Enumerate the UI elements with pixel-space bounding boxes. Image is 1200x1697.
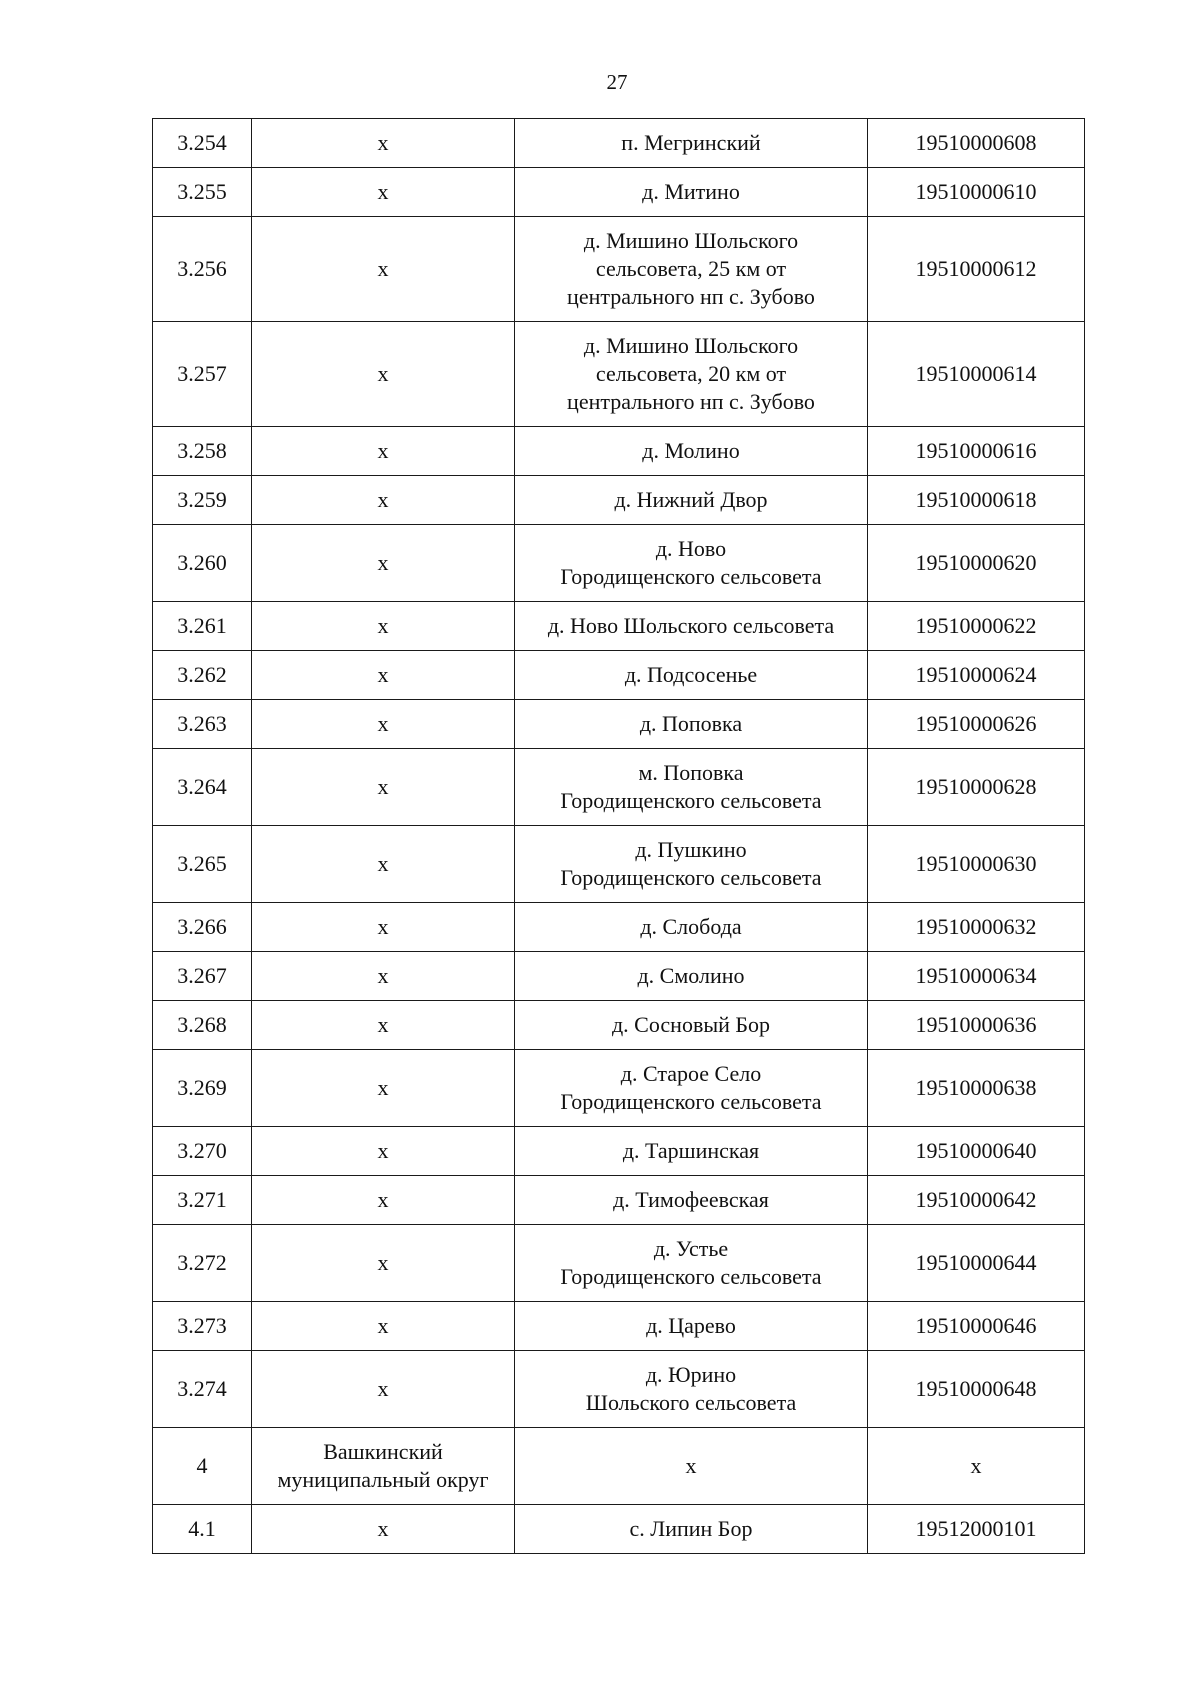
- locality-cell: [515, 1428, 868, 1505]
- row-number-cell: 3.254: [153, 119, 252, 168]
- row-number-cell: 3.273: [153, 1302, 252, 1351]
- district-cell: х: [252, 1001, 515, 1050]
- row-number-cell: 3.260: [153, 525, 252, 602]
- locality-line: с. Липин Бор: [629, 1516, 753, 1541]
- row-number-cell: 3.265: [153, 826, 252, 903]
- oktmo-code-cell: 19510000636: [868, 1001, 1085, 1050]
- locality-cell: [515, 700, 868, 749]
- oktmo-code-cell: 19510000644: [868, 1225, 1085, 1302]
- table-row: [153, 1176, 1085, 1225]
- oktmo-code-cell: 19510000626: [868, 700, 1085, 749]
- locality-cell: [515, 168, 868, 217]
- table-row: [153, 1505, 1085, 1554]
- district-cell: [252, 1428, 515, 1505]
- oktmo-code-cell: х: [868, 1428, 1085, 1505]
- row-number-cell: 3.271: [153, 1176, 252, 1225]
- locality-cell: [515, 1176, 868, 1225]
- locality-cell: [515, 427, 868, 476]
- table-row: [153, 1001, 1085, 1050]
- district-cell: х: [252, 1050, 515, 1127]
- district-cell: х: [252, 168, 515, 217]
- locality-line: д. Мишино Шольского: [583, 228, 799, 253]
- row-number-cell: 3.259: [153, 476, 252, 525]
- oktmo-code-cell: 19510000634: [868, 952, 1085, 1001]
- locality-cell: [515, 826, 868, 903]
- table-row: [153, 1428, 1085, 1505]
- table-row: [153, 700, 1085, 749]
- district-cell: х: [252, 1176, 515, 1225]
- locality-line: д. Ново: [655, 536, 727, 561]
- locality-cell: [515, 1127, 868, 1176]
- table-row: [153, 1351, 1085, 1428]
- oktmo-code-cell: 19510000640: [868, 1127, 1085, 1176]
- row-number-cell: 3.256: [153, 217, 252, 322]
- locality-line: центрального нп с. Зубово: [567, 284, 815, 309]
- locality-line: д. Слобода: [640, 914, 742, 939]
- row-number-cell: 3.255: [153, 168, 252, 217]
- locality-line: Городищенского сельсовета: [560, 865, 822, 890]
- table-row: [153, 476, 1085, 525]
- row-number-cell: 3.266: [153, 903, 252, 952]
- district-cell: х: [252, 700, 515, 749]
- table-row: [153, 525, 1085, 602]
- locality-cell: [515, 525, 868, 602]
- locality-line: д. Смолино: [637, 963, 745, 988]
- row-number-cell: 3.270: [153, 1127, 252, 1176]
- oktmo-code-cell: 19510000608: [868, 119, 1085, 168]
- table-row: [153, 427, 1085, 476]
- district-cell: х: [252, 826, 515, 903]
- table-body: [153, 119, 1085, 1554]
- row-number-cell: 3.268: [153, 1001, 252, 1050]
- district-cell: х: [252, 651, 515, 700]
- row-number-cell: 3.269: [153, 1050, 252, 1127]
- locality-cell: [515, 217, 868, 322]
- district-cell: х: [252, 1505, 515, 1554]
- locality-line: д. Мишино Шольского: [583, 333, 799, 358]
- locality-cell: [515, 602, 868, 651]
- district-line: муниципальный округ: [277, 1467, 489, 1492]
- oktmo-code-cell: 19510000616: [868, 427, 1085, 476]
- table-row: [153, 1050, 1085, 1127]
- oktmo-code-cell: 19510000624: [868, 651, 1085, 700]
- oktmo-code-cell: 19510000632: [868, 903, 1085, 952]
- locality-line: д. Митино: [642, 179, 740, 204]
- row-number-cell: 3.263: [153, 700, 252, 749]
- locality-line: сельсовета, 20 км от: [595, 361, 787, 386]
- table-row: [153, 217, 1085, 322]
- district-cell: х: [252, 322, 515, 427]
- row-number-cell: 3.272: [153, 1225, 252, 1302]
- district-cell: х: [252, 217, 515, 322]
- locality-cell: [515, 749, 868, 826]
- oktmo-code-cell: 19510000630: [868, 826, 1085, 903]
- row-number-cell: 3.274: [153, 1351, 252, 1428]
- locality-line: Городищенского сельсовета: [560, 564, 822, 589]
- row-number-cell: 3.262: [153, 651, 252, 700]
- locality-line: д. Ново Шольского сельсовета: [547, 613, 835, 638]
- oktmo-code-cell: 19512000101: [868, 1505, 1085, 1554]
- district-cell: х: [252, 749, 515, 826]
- locality-line: д. Устье: [653, 1236, 729, 1261]
- locality-line: Городищенского сельсовета: [560, 1264, 822, 1289]
- district-cell: х: [252, 119, 515, 168]
- locality-cell: [515, 322, 868, 427]
- oktmo-code-cell: 19510000612: [868, 217, 1085, 322]
- row-number-cell: 3.258: [153, 427, 252, 476]
- oktmo-code-cell: 19510000638: [868, 1050, 1085, 1127]
- locality-line: д. Таршинская: [622, 1138, 760, 1163]
- locality-line: Городищенского сельсовета: [560, 1089, 822, 1114]
- table-row: [153, 651, 1085, 700]
- locality-line: д. Юрино: [645, 1362, 737, 1387]
- locality-cell: [515, 119, 868, 168]
- table-row: [153, 749, 1085, 826]
- row-number-cell: 3.264: [153, 749, 252, 826]
- locality-cell: [515, 1351, 868, 1428]
- district-cell: х: [252, 1351, 515, 1428]
- row-number-cell: 4: [153, 1428, 252, 1505]
- locality-line: д. Тимофеевская: [613, 1187, 769, 1212]
- table-row: [153, 952, 1085, 1001]
- locality-cell: [515, 1505, 868, 1554]
- locality-line: д. Нижний Двор: [614, 487, 768, 512]
- district-cell: х: [252, 1302, 515, 1351]
- district-cell: х: [252, 903, 515, 952]
- oktmo-code-cell: 19510000648: [868, 1351, 1085, 1428]
- locality-line: центрального нп с. Зубово: [567, 389, 815, 414]
- district-cell: х: [252, 427, 515, 476]
- oktmo-code-cell: 19510000614: [868, 322, 1085, 427]
- row-number-cell: 3.261: [153, 602, 252, 651]
- oktmo-code-cell: 19510000622: [868, 602, 1085, 651]
- locality-line: м. Поповка: [638, 760, 744, 785]
- locality-line: д. Молино: [642, 438, 740, 463]
- locality-cell: [515, 651, 868, 700]
- district-cell: х: [252, 476, 515, 525]
- district-cell: х: [252, 1225, 515, 1302]
- locality-cell: [515, 1302, 868, 1351]
- oktmo-code-cell: 19510000620: [868, 525, 1085, 602]
- table-row: [153, 322, 1085, 427]
- locality-line: сельсовета, 25 км от: [595, 256, 787, 281]
- locality-line: п. Мегринский: [621, 130, 761, 155]
- district-cell: х: [252, 952, 515, 1001]
- locality-cell: [515, 1050, 868, 1127]
- locality-cell: [515, 903, 868, 952]
- table-row: [153, 1302, 1085, 1351]
- locality-line: Городищенского сельсовета: [560, 788, 822, 813]
- oktmo-code-cell: 19510000642: [868, 1176, 1085, 1225]
- oktmo-code-cell: 19510000646: [868, 1302, 1085, 1351]
- oktmo-code-cell: 19510000618: [868, 476, 1085, 525]
- table-row: [153, 1225, 1085, 1302]
- district-cell: х: [252, 525, 515, 602]
- table-row: [153, 1127, 1085, 1176]
- locality-line: д. Пушкино: [635, 837, 747, 862]
- locality-line: д. Старое Село: [620, 1061, 762, 1086]
- table-row: [153, 168, 1085, 217]
- district-line: Вашкинский: [323, 1439, 443, 1464]
- district-cell: х: [252, 602, 515, 651]
- locality-line: Шольского сельсовета: [585, 1390, 797, 1415]
- localities-table: [152, 118, 1085, 1554]
- locality-cell: [515, 476, 868, 525]
- locality-cell: [515, 952, 868, 1001]
- district-cell: х: [252, 1127, 515, 1176]
- table-row: [153, 826, 1085, 903]
- row-number-cell: 4.1: [153, 1505, 252, 1554]
- oktmo-code-cell: 19510000610: [868, 168, 1085, 217]
- locality-cell: [515, 1225, 868, 1302]
- locality-line: д. Сосновый Бор: [611, 1012, 771, 1037]
- locality-line: д. Царево: [646, 1313, 736, 1338]
- row-number-cell: 3.267: [153, 952, 252, 1001]
- table-row: [153, 602, 1085, 651]
- page-number: 27: [606, 70, 628, 94]
- table-row: [153, 903, 1085, 952]
- locality-line: д. Поповка: [639, 711, 743, 736]
- locality-cell: [515, 1001, 868, 1050]
- table-row: [153, 119, 1085, 168]
- locality-line: х: [685, 1453, 697, 1478]
- row-number-cell: 3.257: [153, 322, 252, 427]
- oktmo-code-cell: 19510000628: [868, 749, 1085, 826]
- locality-line: д. Подсосенье: [624, 662, 758, 687]
